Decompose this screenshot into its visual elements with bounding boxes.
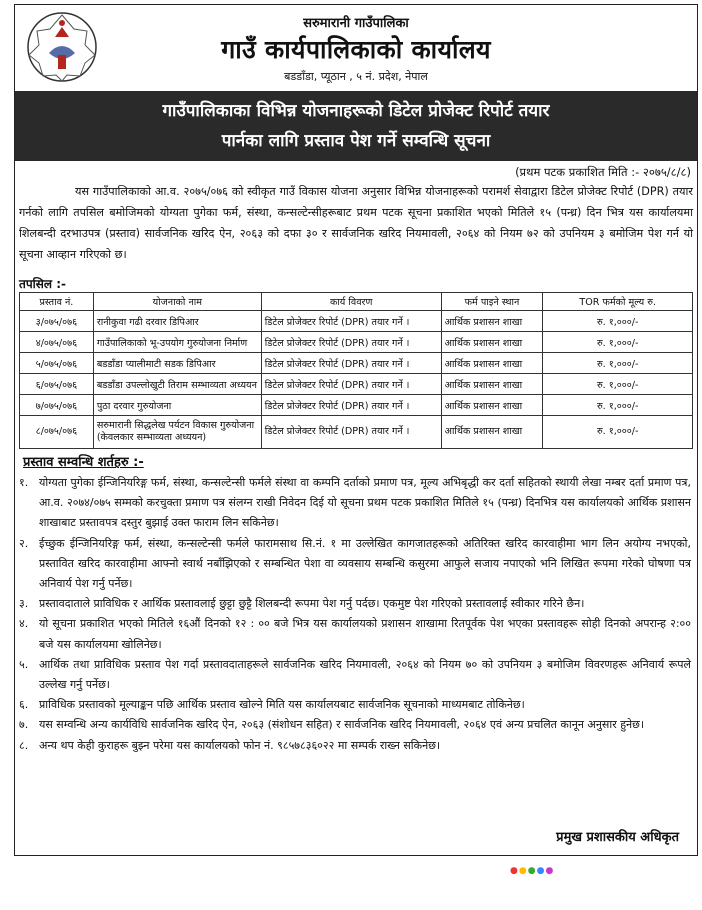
conditions-list	[19, 473, 691, 756]
cell-work-detail: डिटेल प्रोजेक्टर रिपोर्ट (DPR) तयार गर्ने ।	[261, 374, 441, 395]
cell-tor-price: रु. १,०००/-	[543, 374, 693, 395]
cell-work-detail: डिटेल प्रोजेक्टर रिपोर्ट (DPR) तयार गर्ने ।	[261, 353, 441, 374]
condition-number: ४.	[19, 617, 29, 631]
cell-plan-name: बडडाँडा प्यालीमाटी सडक डिपिआर	[93, 353, 261, 374]
cell-plan-name: बडडाँडा उपल्लोखुटी तिराम सम्भाव्यता अध्ययन	[93, 374, 261, 395]
intro-paragraph	[19, 181, 693, 265]
notice-title-line2: पार्नका लागि प्रस्ताव पेश गर्ने सम्वन्धि सूचना	[221, 131, 491, 151]
condition-item	[19, 594, 691, 614]
notice-title-banner	[15, 91, 697, 161]
condition-item	[19, 715, 691, 735]
condition-item	[19, 534, 691, 595]
cell-proposal-no: ७/०७५/०७६	[20, 395, 94, 416]
cell-tor-price: रु. १,०००/-	[543, 416, 693, 449]
cell-plan-name: रानीकुवा गढी दरवार डिपिआर	[93, 311, 261, 332]
condition-text: योग्यता पुगेका ईन्जिनियरिङ्ग फर्म, संस्था, कन्सल्टेन्सी फर्मले संस्था वा कम्पनि दर्ताको प्रमाण पत्र, मूल्य अभिबृद्धी कर दर्ता सहितको स्थायी लेखा नम्बर दर्ता प्रमाण पत्र, आ.व. २०७४/०७५ सम्मको करचुक्ता प्रमाण पत्र संलग्न राखी निवेदन दिई यो सूचना प्रथम पटक प्रकाशित मितिले १५ (पन्ध्र) दिनभित्र यस कार्यालयको आर्थिक प्रशासन शाखाबाट प्रस्तावपत्र दस्तुर बुझाई उक्त फाराम लिन सकिनेछ।	[39, 476, 691, 530]
cell-proposal-no: ५/०७५/०७६	[20, 353, 94, 374]
table-row	[20, 332, 693, 353]
cell-work-detail: डिटेल प्रोजेक्टर रिपोर्ट (DPR) तयार गर्ने ।	[261, 311, 441, 332]
col-header-work-detail: कार्य विवरण	[261, 293, 441, 311]
cell-plan-name: पुठा दरवार गुरुयोजना	[93, 395, 261, 416]
table-row	[20, 395, 693, 416]
cell-form-location: आर्थिक प्रशासन शाखा	[441, 332, 543, 353]
cell-tor-price: रु. १,०००/-	[543, 395, 693, 416]
condition-text: आर्थिक तथा प्राविधिक प्रस्ताव पेश गर्दा प्रस्तावदाताहरूले सार्वजनिक खरिद नियमावली, २०६४ को नियम ७० को उपनियम ३ बमोजिम विवरणहरू अनिवार्य रूपले उल्लेख गर्नु पर्नेछ।	[39, 657, 691, 692]
condition-text: यो सूचना प्रकाशित भएको मितिले १६औं दिनको १२ : ०० बजे भित्र यस कार्यालयको प्रशासन शाखामा रितपूर्वक पेश भएका प्रस्तावहरू सोही दिनको अपरान्ह २:०० बजे यस कार्यालयमा खोलिनेछ।	[39, 617, 691, 651]
condition-text: ईच्छुक ईन्जिनियरिङ्ग फर्म, संस्था, कन्सल्टेन्सी फर्मले फारामसाथ सि.नं. १ मा उल्लेखित कागजातहरूको अतिरिक्त खरिद कारवाहीमा भाग लिन अयोग्य नभएको, प्रस्तावित खरिद कारवाहीमा आफ्नो स्वार्थ नबाँझिएको र सम्बन्धित पेशा वा व्यवसाय सम्बन्धि कसुरमा आफुले सजाय नपाएको भनि लिखित रूपमा गरेको घोषणा पत्र अनिवार्य पेश गर्नु पर्नेछ।	[39, 536, 691, 591]
cell-tor-price: रु. १,०००/-	[543, 311, 693, 332]
condition-number: ७.	[19, 718, 29, 732]
table-row	[20, 353, 693, 374]
publication-date: (प्रथम पटक प्रकाशित मिति :- २०७५/८/८)	[515, 165, 691, 179]
notice-title-line1: गाउँपालिकाका विभिन्न योजनाहरूको डिटेल प्रोजेक्ट रिपोर्ट तयार	[162, 101, 550, 121]
col-header-proposal-no: प्रस्ताव नं.	[20, 293, 94, 311]
cell-work-detail: डिटेल प्रोजेक्टर रिपोर्ट (DPR) तयार गर्ने ।	[261, 332, 441, 353]
condition-number: ८.	[19, 738, 29, 752]
col-header-plan-name: योजनाको नाम	[93, 293, 261, 311]
condition-number: ५.	[19, 657, 29, 671]
condition-number: ३.	[19, 597, 29, 611]
condition-text: यस सम्वन्धि अन्य कार्यविधि सार्वजनिक खरिद ऐन, २०६३ (संशोधन सहित) र सार्वजनिक खरिद नियमावली, २०६४ एवं अन्य प्रचलित कानून अनुसार हुनेछ।	[39, 718, 645, 732]
condition-text: अन्य थप केही कुराहरू बुझ्न परेमा यस कार्यालयको फोन नं. ९८५७८३६०२२ मा सम्पर्क राख्न सकिनेछ।	[39, 738, 441, 752]
conditions-title-text: प्रस्ताव सम्वन्धि शर्तहरु :-	[23, 455, 144, 470]
municipality-name: सरुमारानी गाउँपालिका	[303, 16, 409, 31]
table-header-row	[20, 293, 693, 311]
condition-number: १.	[19, 476, 29, 489]
cell-form-location: आर्थिक प्रशासन शाखा	[441, 416, 543, 449]
condition-number: ६.	[19, 698, 29, 712]
table-row	[20, 416, 693, 449]
cell-plan-name: गाउँपालिकाको भू-उपयोग गुरुयोजना निर्माण	[93, 332, 261, 353]
cell-form-location: आर्थिक प्रशासन शाखा	[441, 311, 543, 332]
schedule-title: तपसिल :-	[19, 277, 66, 291]
cell-tor-price: रु. १,०००/-	[543, 332, 693, 353]
col-header-form-location: फर्म पाइने स्थान	[441, 293, 543, 311]
condition-item	[19, 655, 691, 695]
cell-work-detail: डिटेल प्रोजेक्टर रिपोर्ट (DPR) तयार गर्ने ।	[261, 395, 441, 416]
condition-text: प्राविधिक प्रस्तावको मूल्याङ्कन पछि आर्थिक प्रस्ताव खोल्ने मिति यस कार्यालयबाट सार्वजनिक सूचनाको माध्यमबाट तोकिनेछ।	[39, 698, 525, 712]
condition-item	[19, 695, 691, 715]
cell-tor-price: रु. १,०००/-	[543, 353, 693, 374]
condition-number: २.	[19, 536, 29, 550]
cell-plan-name: सरुमारानी सिद्धलेख पर्यटन विकास गुरुयोजना (केवलकार सम्भाव्यता अध्ययन)	[93, 416, 261, 449]
cell-proposal-no: ४/०७५/०७६	[20, 332, 94, 353]
condition-text: प्रस्तावदाताले प्राविधिक र आर्थिक प्रस्तावलाई छुट्टा छुट्टै शिलबन्दी रूपमा पेश गर्नु पर्दछ। एकमुष्ट पेश गरिएको प्रस्तावलाई स्वीकार गरिने छैन।	[39, 597, 585, 611]
cell-proposal-no: ६/०७५/०७६	[20, 374, 94, 395]
cell-proposal-no: ८/०७५/०७६	[20, 416, 94, 449]
intro-text: यस गाउँपालिकाको आ.व. २०७५/०७६ को स्वीकृत गाउँ विकास योजना अनुसार विभिन्न योजनाहरूको परामर्श सेवाद्वारा डिटेल प्रोजेक्ट रिपोर्ट (DPR) तयार गर्नको लागि तपसिल बमोजिमको योग्यता पुगेका फर्म, संस्था, कन्सल्टेन्सीहरूबाट प्रथम पटक सूचना प्रकाशित भएको मितिले १५ (पन्ध्र) दिन भित्र यस कार्यालयमा शिलबन्दी दरभाउपत्र (प्रस्ताव) सार्वजनिक खरिद ऐन, २०६३ को दफा ३० र सार्वजनिक खरिद नियमावली, २०६४ को नियम ७२ को उपनियम ३ बमोजिम पेश गर्न यो सूचना आव्हान गरिएको छ।	[19, 185, 693, 261]
condition-item	[19, 736, 691, 756]
office-address: बडडाँडा, प्यूठान , ५ नं. प्रदेश, नेपाल	[284, 70, 428, 83]
cell-form-location: आर्थिक प्रशासन शाखा	[441, 374, 543, 395]
condition-item	[19, 614, 691, 654]
notice-page	[14, 4, 698, 856]
conditions-title	[23, 452, 144, 470]
col-header-tor-price: TOR फर्मको मूल्य रु.	[543, 293, 693, 311]
cell-form-location: आर्थिक प्रशासन शाखा	[441, 395, 543, 416]
color-dots-icon: ●●●●●	[510, 866, 555, 876]
cell-proposal-no: ३/०७५/०७६	[20, 311, 94, 332]
signatory-title: प्रमुख प्रशासकीय अधिकृत	[556, 830, 679, 845]
cell-work-detail: डिटेल प्रोजेक्टर रिपोर्ट (DPR) तयार गर्ने ।	[261, 416, 441, 449]
schedule-table	[19, 292, 693, 449]
letterhead	[15, 5, 697, 87]
table-row	[20, 311, 693, 332]
table-row	[20, 374, 693, 395]
cell-form-location: आर्थिक प्रशासन शाखा	[441, 353, 543, 374]
office-name: गाउँ कार्यपालिकाको कार्यालय	[221, 35, 491, 64]
condition-item	[19, 473, 691, 534]
